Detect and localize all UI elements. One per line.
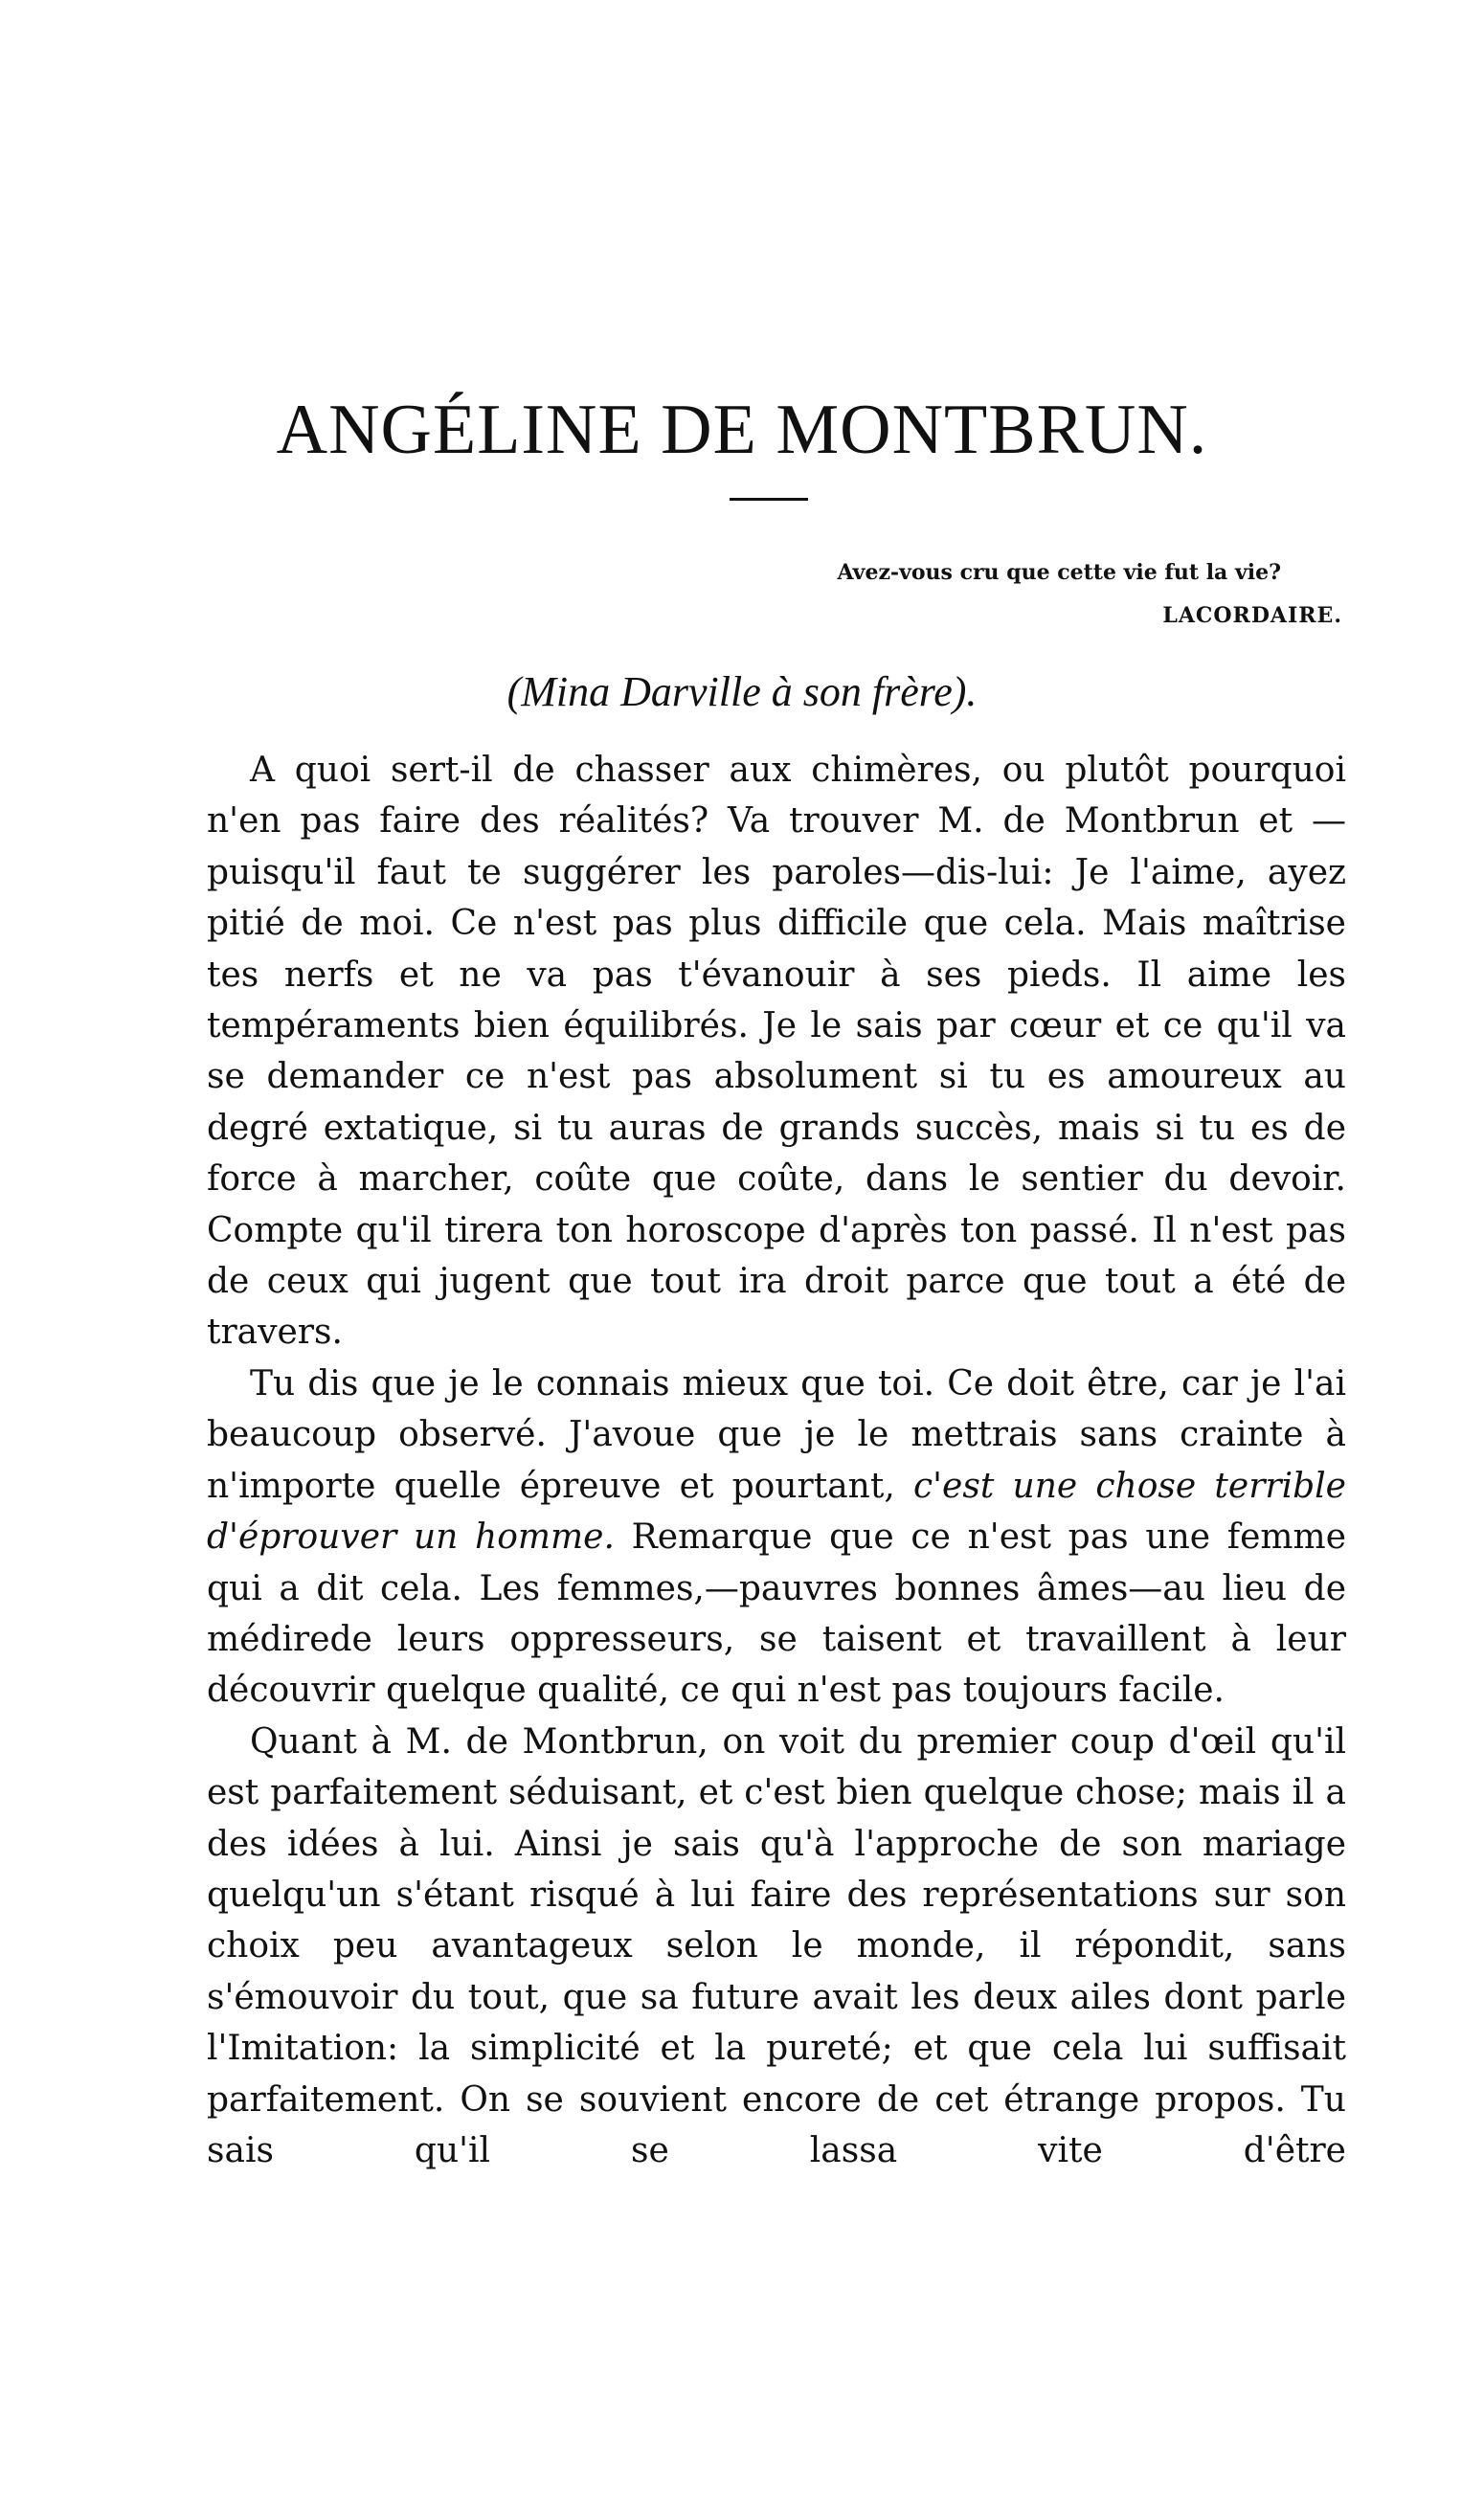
- letter-heading: (Mina Darville à son frère).: [506, 668, 978, 715]
- paragraph-1: A quoi sert-il de chasser aux chimères, ou plutôt pourquoi n'en pas faire des réalités? Va trouver M. de Montbrun et —puisqu'il faut te suggérer les paroles—dis-lui: Je l'aime, ayez pitié de moi. Ce n'est pas plus difficile que cela. Mais maîtrise tes nerfs et ne va pas t'évanouir à ses pieds. Il aime les tempéraments bien équilibrés. Je le sais par cœur et ce qu'il va se demander ce n'est pas absolument si tu es amoureux au degré extatique, si tu auras de grands succès, mais si tu es de force à marcher, coûte que coûte, dans le sentier du devoir. Compte qu'il tirera ton horoscope d'après ton passé. Il n'est pas de ceux qui jugent que tout ira droit parce que tout a été de travers.: [207, 751, 1346, 1353]
- epigraph-author: LACORDAIRE.: [1162, 603, 1342, 628]
- chapter-title: ANGÉLINE DE MONTBRUN.: [276, 390, 1208, 469]
- paragraph-2-italic-quote: c'est une chose terrible d'éprouver un homme.: [207, 1466, 1346, 1558]
- paragraph-3: Quant à M. de Montbrun, on voit du premier coup d'œil qu'il est parfaitement séduisant, et c'est bien quelque chose; mais il a des idées à lui. Ainsi je sais qu'à l'approche de son mariage quelqu'un s'étant risqué à lui faire des représentations sur son choix peu avantageux selon le monde, il répondit, sans s'émouvoir du tout, que sa future avait les deux ailes dont parle l'Imitation: la simplicité et la pureté; et que cela lui suffisait parfaitement. On se souvient encore de cet étrange propos. Tu sais qu'il se lassa vite d'être: [207, 1721, 1346, 2170]
- paragraph-2: [207, 1359, 1346, 1717]
- paragraph-2-text-after-italic: Remarque que ce n'est pas une femme qui a dit cela. Les femmes,—pauvres bonnes âmes—au lieu de médirede leurs oppresseurs, se taisent et travaillent à leur découvrir quelque qualité, ce qui n'est pas toujours facile.: [207, 1517, 1346, 1711]
- body-text: [207, 745, 1346, 2176]
- title-separator-rule: [730, 498, 808, 501]
- paragraph-2-text-before-italic: Tu dis que je le connais mieux que toi. Ce doit être, car je l'ai beaucoup observé. J'avoue que je le mettrais sans crainte à n'importe quelle épreuve et pourtant,: [207, 1363, 1346, 1506]
- epigraph-quote: Avez-vous cru que cette vie fut la vie?: [837, 560, 1281, 585]
